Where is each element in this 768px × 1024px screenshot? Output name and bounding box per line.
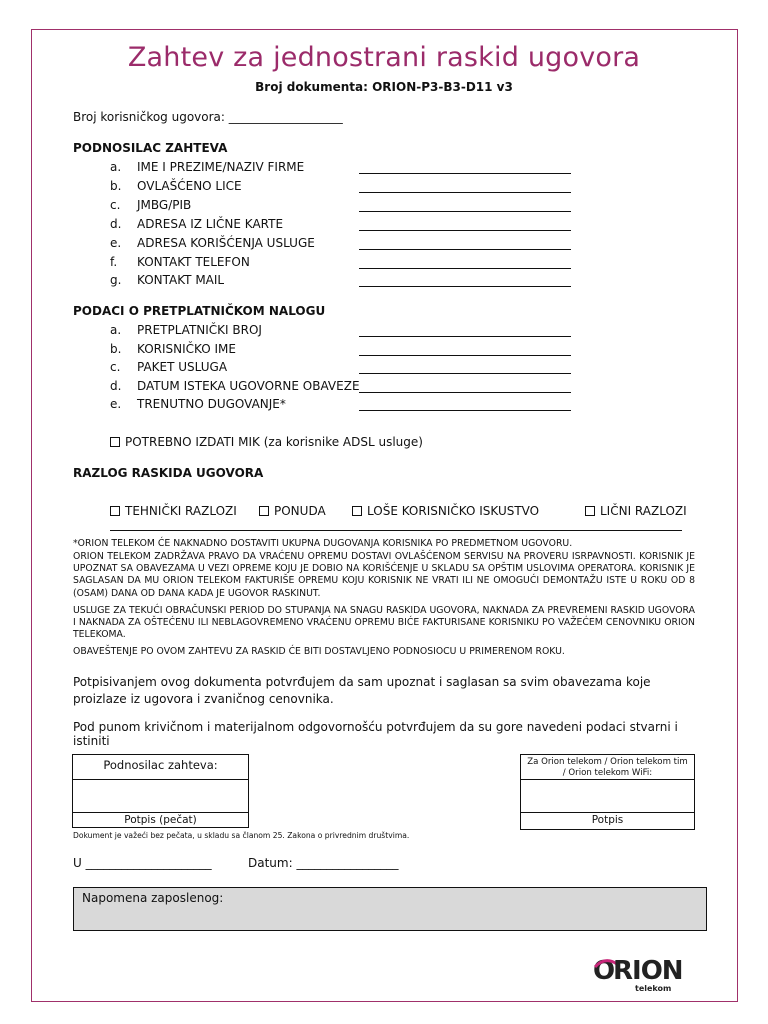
item-label: ADRESA KORIŠĆENJA USLUGE: [137, 235, 315, 250]
logo-subtitle: telekom: [635, 984, 672, 993]
fine-print-3: USLUGE ZA TEKUĆI OBRAČUNSKI PERIOD DO STUPANJA NA SNAGU RASKIDA UGOVORA, NAKNADA ZA PREVREMENI RASKID UGOVORA I NAKNADA ZA OŠTEĆENU ILI NEBLAGOVREMENO VRAĆENU OPREMU BIĆE FAKTURISANE KORISNIKU PO VAŽEĆEM CENOVNIKU ORION TELEKOMA.: [73, 605, 695, 641]
item-letter: a.: [110, 323, 122, 337]
applicant-signature-footer: Potpis (pečat): [124, 814, 197, 826]
item-label: PRETPLATNIČKI BROJ: [137, 323, 262, 337]
item-letter: c.: [110, 360, 121, 374]
answer-line[interactable]: [359, 410, 571, 411]
checkbox-icon[interactable]: [110, 437, 120, 447]
applicant-signature-area[interactable]: [73, 780, 248, 812]
item-letter: g.: [110, 273, 122, 288]
item-label: IME I PREZIME/NAZIV FIRME: [137, 160, 305, 174]
checkbox-icon[interactable]: [110, 506, 120, 516]
answer-line[interactable]: [359, 392, 571, 393]
orion-signature-box: [520, 754, 695, 830]
checkbox-icon[interactable]: [352, 506, 362, 516]
checkbox-icon[interactable]: [585, 506, 595, 516]
reason-option-offer[interactable]: [259, 504, 326, 518]
answer-line[interactable]: [359, 373, 571, 374]
svg-text:O: O: [593, 956, 615, 986]
employee-note-box[interactable]: [73, 887, 707, 931]
item-letter: d.: [110, 378, 122, 393]
reason-label: TEHNIČKI RAZLOZI: [125, 504, 237, 518]
item-label: ADRESA IZ LIČNE KARTE: [137, 216, 284, 231]
item-label: KONTAKT MAIL: [137, 273, 225, 288]
item-label: KONTAKT TELEFON: [137, 254, 250, 269]
answer-line[interactable]: [359, 192, 571, 193]
item-letter: b.: [110, 341, 122, 356]
item-label: JMBG/PIB: [137, 197, 192, 212]
item-label: DATUM ISTEKA UGOVORNE OBAVEZE: [137, 378, 360, 393]
item-letter: b.: [110, 178, 122, 193]
answer-line[interactable]: [359, 286, 571, 287]
contract-number-field[interactable]: Broj korisničkog ugovora: ___________________: [73, 110, 343, 124]
reason-underline: [110, 530, 682, 531]
orion-signature-footer: Potpis: [591, 814, 624, 826]
answer-line[interactable]: [359, 268, 571, 269]
box-divider: [521, 812, 694, 813]
reason-label: PONUDA: [274, 504, 326, 518]
mik-option[interactable]: [110, 435, 423, 449]
reason-option-technical[interactable]: [110, 504, 237, 518]
mik-label: POTREBNO IZDATI MIK (za korisnike ADSL usluge): [125, 435, 423, 449]
answer-line[interactable]: [359, 211, 571, 212]
reason-option-personal[interactable]: [585, 504, 687, 518]
document-number: Broj dokumenta: ORION-P3-B3-D11 v3: [255, 80, 513, 94]
account-heading: PODACI O PRETPLATNIČKOM NALOGU: [73, 304, 326, 318]
item-label: KORISNIČKO IME: [137, 341, 236, 356]
applicant-signature-box: [72, 754, 249, 828]
item-letter: e.: [110, 235, 122, 250]
applicant-signature-header: Podnosilac zahteva:: [103, 758, 218, 772]
date-field[interactable]: Datum: _________________: [248, 856, 399, 870]
item-letter: d.: [110, 216, 122, 231]
orion-signature-header: Za Orion telekom / Orion telekom tim / Orion telekom WiFi:: [527, 757, 688, 778]
svg-text:RION: RION: [613, 956, 683, 986]
statement-agreement: Potpisivanjem ovog dokumenta potvrđujem da sam upoznat i saglasan sa svim obavezama koje proizlaze iz ugovora i zvaničnog cenovnika.: [73, 675, 651, 706]
applicant-heading: PODNOSILAC ZAHTEVA: [73, 141, 228, 155]
statement-truth: Pod punom krivičnom i materijalnom odgovornošću potvrđujem da su gore navedeni podaci stvarni i istiniti: [73, 720, 678, 748]
fine-print-2: ORION TELEKOM ZADRŽAVA PRAVO DA VRAĆENU OPREMU DOSTAVI OVLAŠĆENOM SERVISU NA PROVERU ISRPAVNOSTI. KORISNIK JE UPOZNAT SA OBAVEZAMA U VEZI OPREME KOJU JE DOBIO NA KORIŠĆENJE U SKLADU SA OPŠTIM USLOVIMA OPERATORA. KORISNIK JE SAGLASAN DA MU ORION TELEKOM FAKTURIŠE OPREMU KOJU KORISNIK NE VRATI ILI NE OMOGUĆI DEMONTAŽU ISTE U ROKU OD 8 (OSAM) DANA OD DANA KADA JE UGOVOR RASKINUT.: [73, 551, 695, 599]
item-letter: c.: [110, 197, 121, 212]
item-letter: a.: [110, 160, 122, 174]
employee-note-label: Napomena zaposlenog:: [82, 891, 224, 905]
stamp-note: Dokument je važeći bez pečata, u skladu sa članom 25. Zakona o privrednim društvima.: [73, 831, 410, 840]
answer-line[interactable]: [359, 173, 571, 174]
item-letter: f.: [110, 254, 118, 269]
fine-print-4: OBAVEŠTENJE PO OVOM ZAHTEVU ZA RASKID ĆE BITI DOSTAVLJENO PODNOSIOCU U PRIMERENOM ROKU.: [73, 646, 565, 657]
reason-heading: RAZLOG RASKIDA UGOVORA: [73, 466, 264, 480]
item-label: OVLAŠĆENO LICE: [137, 178, 242, 193]
reason-label: LOŠE KORISNIČKO ISKUSTVO: [367, 504, 540, 518]
fine-print-1: *ORION TELEKOM ĆE NAKNADNO DOSTAVITI UKUPNA DUGOVANJA KORISNIKA PO PREDMETNOM UGOVORU.: [73, 538, 573, 549]
item-label: PAKET USLUGA: [137, 360, 228, 374]
answer-line[interactable]: [359, 355, 571, 356]
reason-label: LIČNI RAZLOZI: [600, 504, 687, 518]
page-title: Zahtev za jednostrani raskid ugovora: [127, 42, 641, 73]
box-divider: [73, 812, 248, 813]
answer-line[interactable]: [359, 249, 571, 250]
reason-option-experience[interactable]: [352, 504, 539, 518]
checkbox-icon[interactable]: [259, 506, 269, 516]
place-field[interactable]: U _____________________: [73, 856, 212, 870]
orion-signature-area[interactable]: [521, 780, 694, 812]
item-letter: e.: [110, 397, 122, 411]
answer-line[interactable]: [359, 230, 571, 231]
item-label: TRENUTNO DUGOVANJE*: [137, 397, 286, 411]
answer-line[interactable]: [359, 336, 571, 337]
